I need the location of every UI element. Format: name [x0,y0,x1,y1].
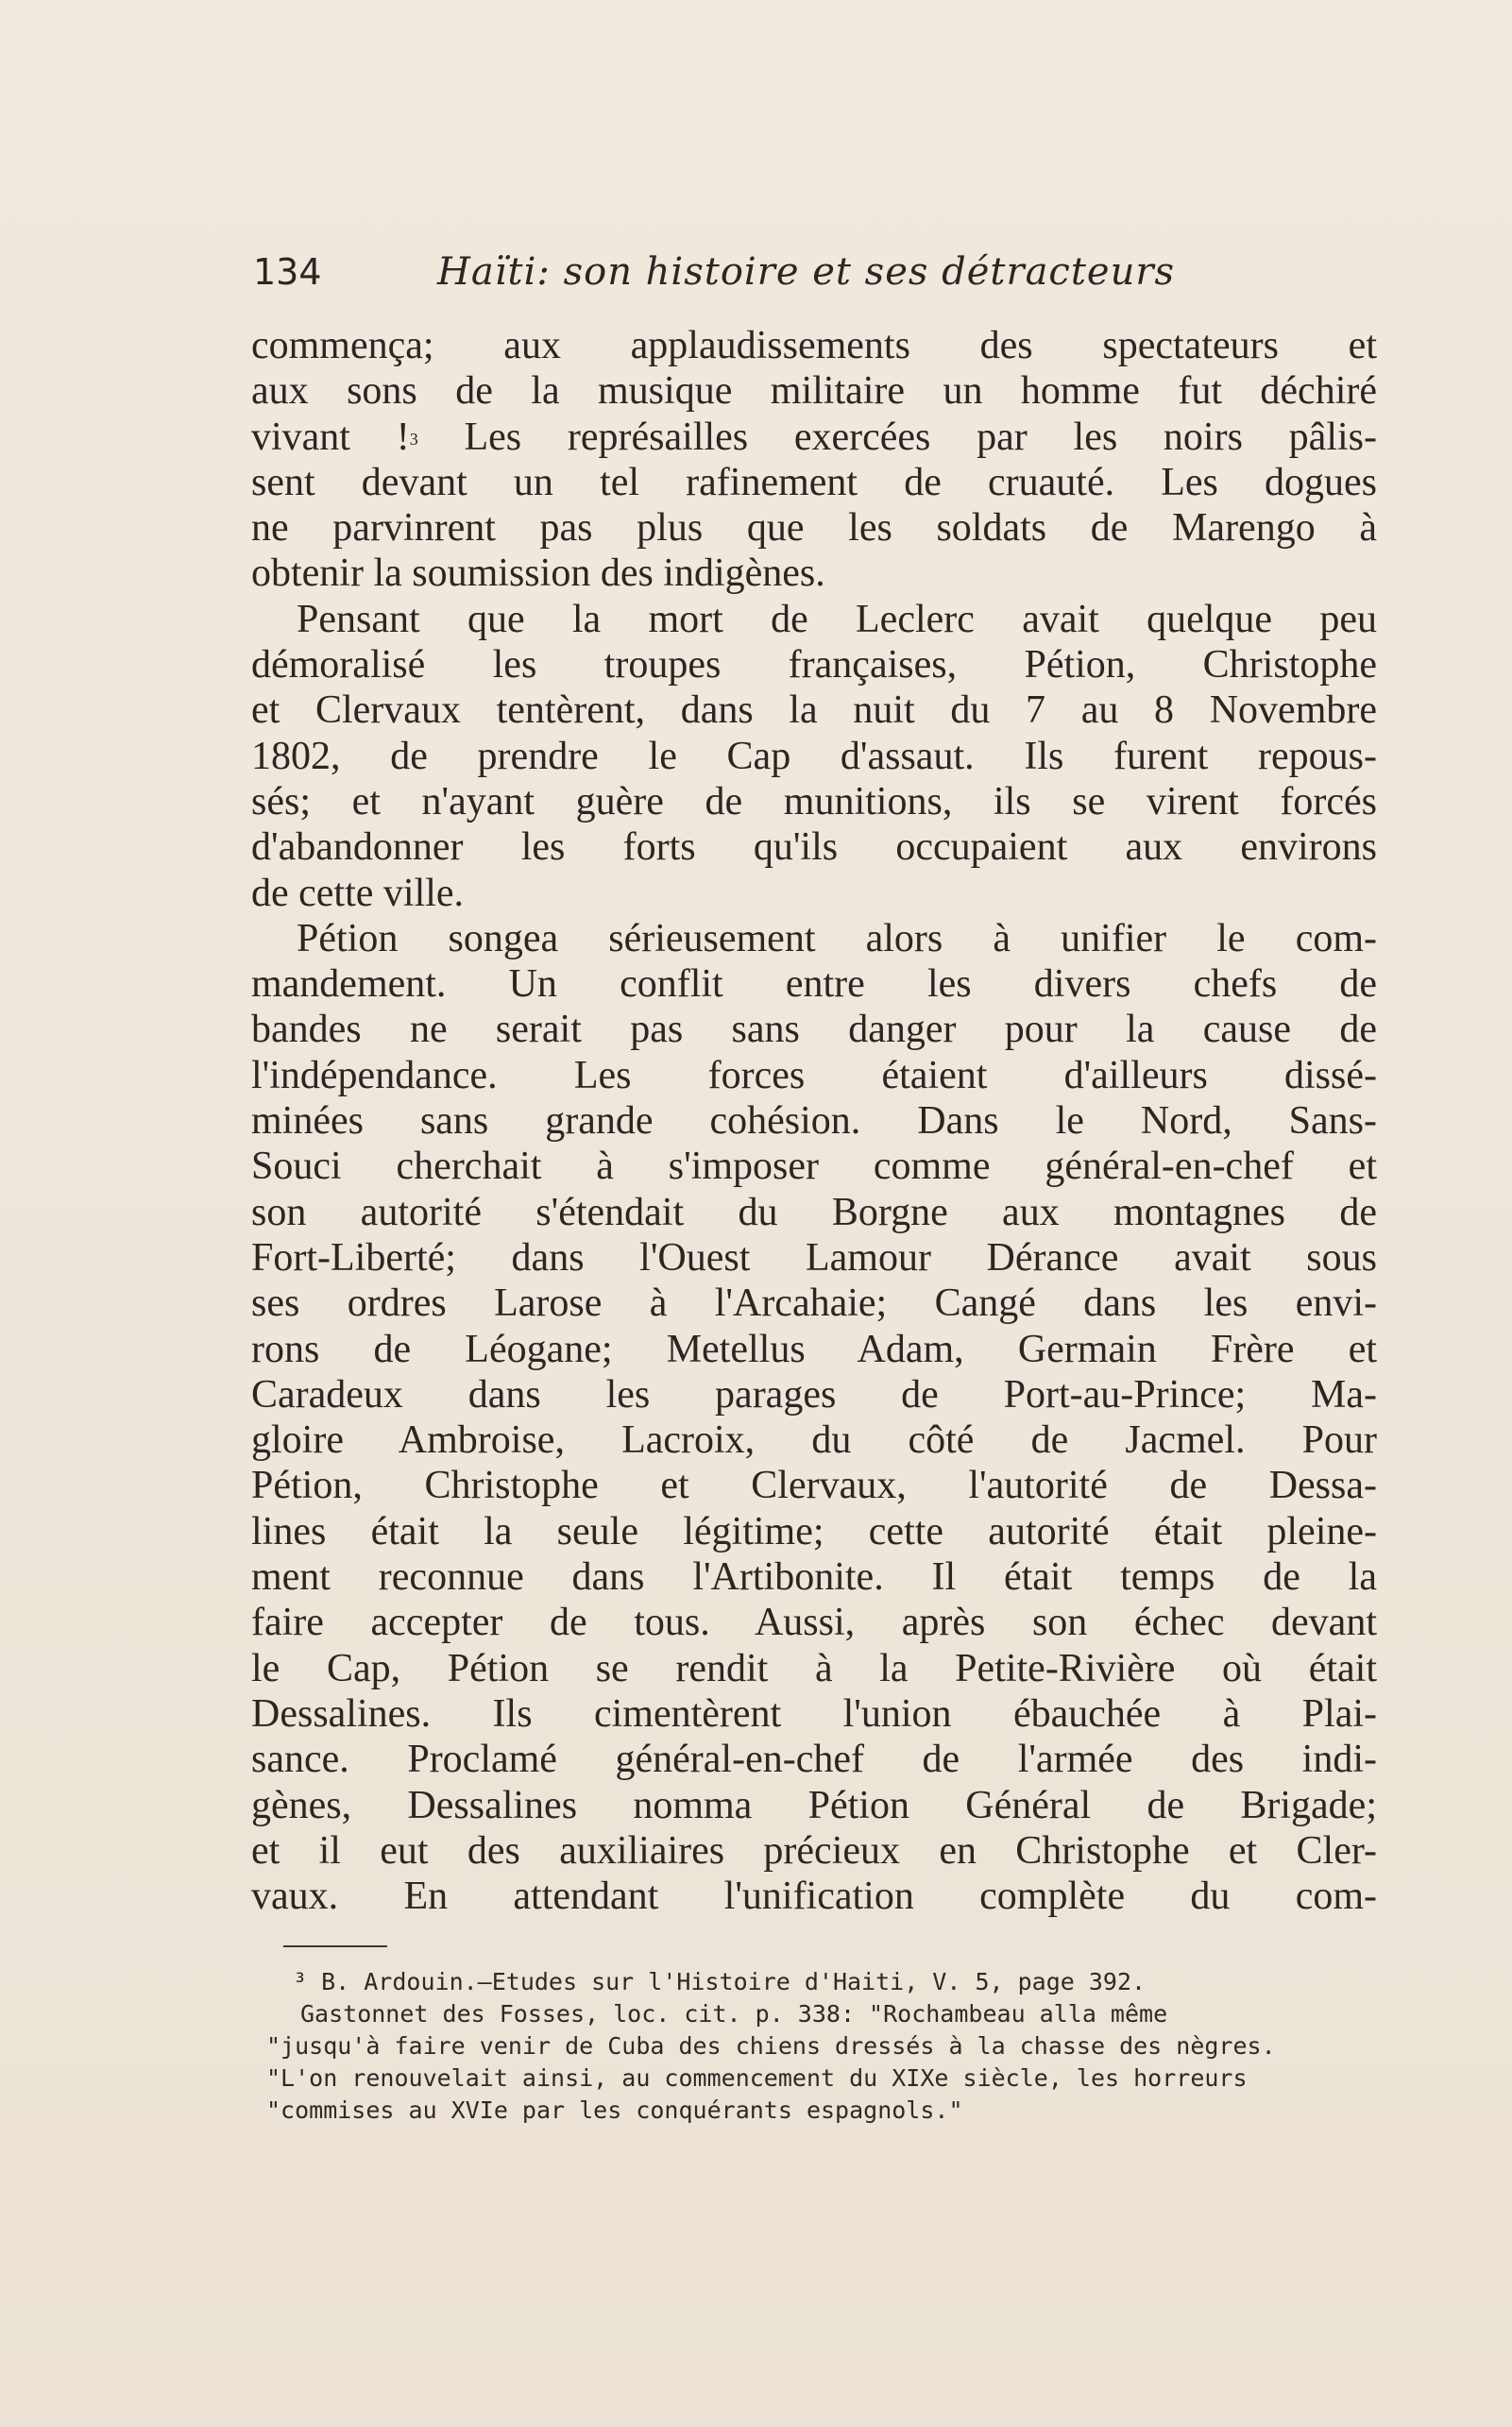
text-line: sance. Proclamé général-en-chef de l'armée des indi- [251,1738,1377,1782]
paragraph-start: Pétion songea sérieusement alors à unifier le com- [297,916,1377,960]
text-line: l'indépendance. Les forces étaient d'ailleurs dissé- [251,1053,1377,1097]
text-line: commença; aux applaudissements des spectateurs et [251,324,1377,367]
text-line: rons de Léogane; Metellus Adam, Germain Frère et [251,1327,1377,1371]
text-line-tail: Les représailles exercées par les noirs pâlis- [417,415,1377,459]
page-header [253,244,1386,300]
footnote-line: "commises au XVIe par les conquérants espagnols." [266,2096,963,2124]
text-line: minées sans grande cohésion. Dans le Nord, Sans- [251,1099,1377,1144]
body-text [251,323,1377,1919]
footnote-line: "L'on renouvelait ainsi, au commencement du XIXe siècle, les horreurs [266,2064,1248,2092]
footnotes [266,1966,1377,2127]
footnote-line: Gastonnet des Fosses, loc. cit. p. 338: "Rochambeau alla même [300,2000,1168,2028]
text-line: gloire Ambroise, Lacroix, du côté de Jacmel. Pour [251,1418,1377,1463]
text-line: d'abandonner les forts qu'ils occupaient aux environs [251,825,1377,870]
footnote-divider [283,1945,387,1947]
text-line: Souci cherchait à s'imposer comme général-en-chef et [251,1145,1377,1189]
text-line: ses ordres Larose à l'Arcahaie; Cangé dans les envi- [251,1281,1377,1326]
footnote-reference: 3 [409,429,418,449]
text-line: 1802, de prendre le Cap d'assaut. Ils furent repous- [251,734,1377,778]
text-line: obtenir la soumission des indigènes. [251,552,825,596]
text-line: Dessalines. Ils cimentèrent l'union ébauchée à Plai- [251,1691,1377,1736]
text-line: sés; et n'ayant guère de munitions, ils se virent forcés [251,779,1377,823]
paragraph-start: Pensant que la mort de Leclerc avait quelque peu [297,597,1377,641]
text-line: aux sons de la musique militaire un homme fut déchiré [251,369,1377,414]
text-line: gènes, Dessalines nomma Pétion Général de Brigade; [251,1783,1377,1827]
text-line: bandes ne serait pas sans danger pour la cause de [251,1008,1377,1052]
text-line: et Clervaux tentèrent, dans la nuit du 7 au 8 Novembre [251,688,1377,733]
text-line: sent devant un tel rafinement de cruauté. Les dogues [251,460,1377,504]
text-line-start: vivant ! [251,415,410,459]
text-line: Caradeux dans les parages de Port-au-Prince; Ma- [251,1372,1377,1417]
text-line: de cette ville. [251,871,465,915]
page-number: 134 [253,251,322,293]
text-line: son autorité s'étendait du Borgne aux montagnes de [251,1190,1377,1234]
text-line: démoralisé les troupes françaises, Pétion, Christophe [251,643,1377,687]
text-line: et il eut des auxiliaires précieux en Christophe et Cler- [251,1828,1377,1873]
text-line: ne parvinrent pas plus que les soldats de Marengo à [251,506,1377,551]
text-line: Pétion, Christophe et Clervaux, l'autorité de Dessa- [251,1464,1377,1508]
text-line: ment reconnue dans l'Artibonite. Il était temps de la [251,1555,1377,1600]
text-line-with-footnote-ref [251,415,1377,460]
text-line: vaux. En attendant l'unification complète du com- [251,1875,1377,1919]
footnote-line: "jusqu'à faire venir de Cuba des chiens dressés à la chasse des nègres. [266,2032,1276,2060]
text-line: mandement. Un conflit entre les divers chefs de [251,962,1377,1007]
text-line: lines était la seule légitime; cette autorité était pleine- [251,1509,1377,1553]
footnote-line: ³ B. Ardouin.—Etudes sur l'Histoire d'Haiti, V. 5, page 392. [293,1968,1147,1995]
text-line: faire accepter de tous. Aussi, après son échec devant [251,1601,1377,1645]
text-line: Fort-Liberté; dans l'Ouest Lamour Dérance avait sous [251,1235,1377,1280]
running-title: Haïti: son histoire et ses détracteurs [437,250,1175,294]
text-line: le Cap, Pétion se rendit à la Petite-Rivière où était [251,1646,1377,1690]
